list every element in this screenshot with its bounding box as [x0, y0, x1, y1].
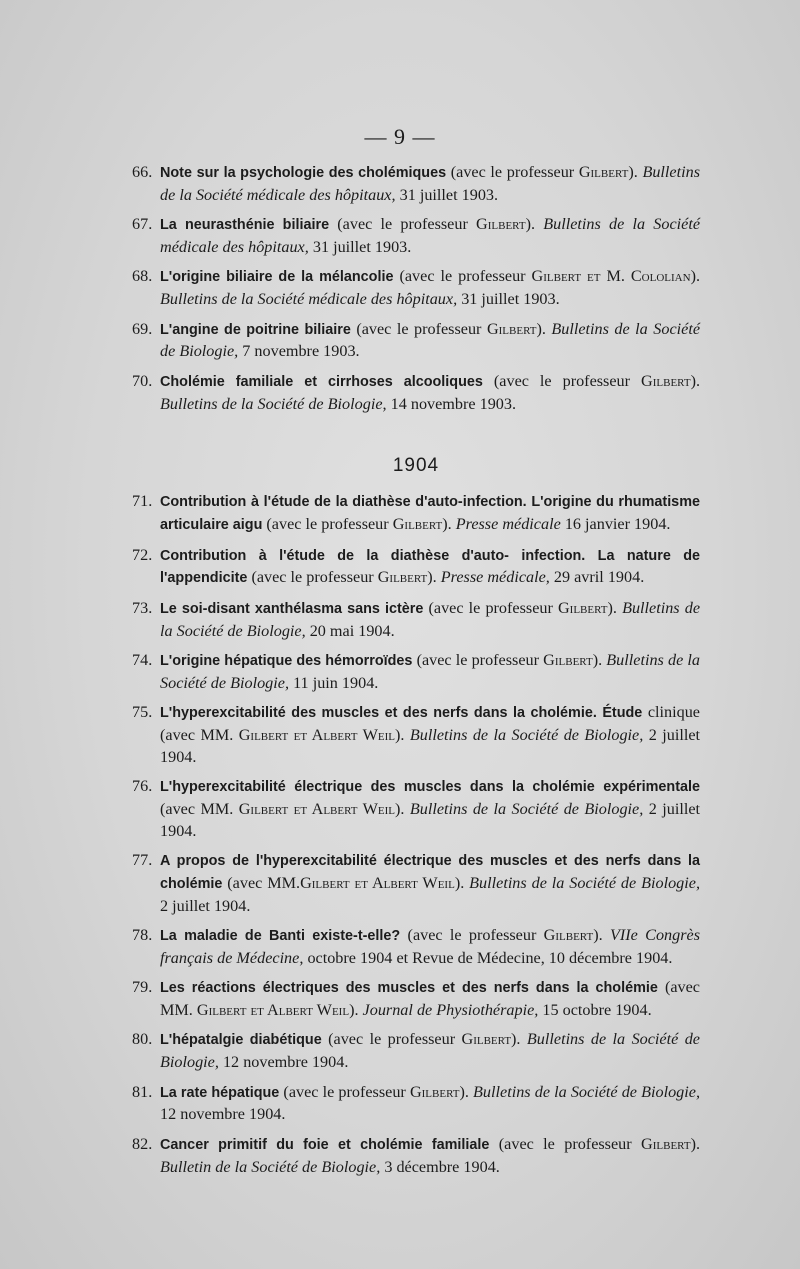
entry-title: Le soi-disant xanthélasma sans ictère [160, 600, 424, 617]
entry-journal: Presse médicale, [440, 568, 550, 587]
bibliography-entry [132, 214, 700, 259]
entry-text: (avec le professeur [321, 1030, 462, 1049]
entry-number: 72. [132, 545, 153, 564]
entry-text: ). [628, 163, 643, 181]
entry-journal: Bulletins de la Société de Biologie, [469, 873, 701, 892]
entry-number: 81. [132, 1082, 153, 1101]
entry-text: (avec le professeur [393, 267, 532, 286]
entry-title: Note sur la psychologie des cholémiques [160, 165, 447, 181]
entry-title: A propos de l'hyperexcitabilité électrique des muscles et des nerfs dans la cholémie [160, 853, 700, 892]
entry-journal: Bulletins de la Société de Biologie, [160, 598, 700, 640]
entry-journal: Bulletins de la Société de Biologie, [409, 799, 644, 818]
entry-text: (avec le professeur [482, 371, 642, 390]
bibliography-entry [132, 1134, 700, 1179]
entry-journal: Bulletins de la Société de Biologie, [160, 394, 387, 413]
entry-number: 67. [132, 215, 153, 234]
entry-journal: Bulletins de la Société médicale des hôpitaux, [160, 215, 701, 256]
entry-text: (avec le professeur [489, 1134, 642, 1153]
entry-text: ). [395, 725, 410, 744]
entry-text: (avec MM. [160, 978, 700, 1020]
bibliography-entry [132, 266, 700, 311]
entry-title: L'origine biliaire de la mélancolie [160, 269, 394, 286]
entry-text: ). [536, 319, 552, 338]
year-heading: 1904 [392, 455, 440, 477]
entry-author: Gilbert et Albert Weil [196, 1001, 350, 1020]
bibliography-entry [132, 319, 700, 364]
entry-text: ). [592, 650, 607, 669]
entry-text: ). [427, 568, 441, 587]
bibliography-entry [132, 776, 700, 842]
entry-text: (avec le professeur [412, 650, 544, 669]
entry-date: 3 décembre 1904. [380, 1157, 500, 1176]
entry-author: Gilbert et Albert Weil [238, 799, 395, 818]
entry-text: ). [690, 371, 700, 390]
entry-journal: Bulletins de la Société de Biologie, [160, 1030, 700, 1072]
entry-number: 76. [132, 777, 153, 796]
entry-date: 7 novembre 1903. [238, 342, 360, 361]
entry-number: 66. [132, 163, 153, 181]
entry-number: 73. [132, 598, 153, 617]
entry-date: 31 juillet 1903. [308, 237, 412, 256]
entry-number: 74. [132, 650, 153, 669]
entry-title: La rate hépatique [160, 1084, 280, 1101]
entry-title: Les réactions électriques des muscles et des nerfs dans la cholémie [160, 980, 658, 997]
entry-title: Cancer primitif du foie et cholémie familiale [160, 1136, 490, 1153]
entry-journal: Bulletins de la Société médicale des hôpitaux, [160, 290, 458, 309]
entry-text: (avec le professeur [350, 319, 487, 338]
entry-date: 12 novembre 1904. [160, 1105, 286, 1124]
entry-text: ). [459, 1082, 474, 1101]
entry-number: 69. [132, 319, 153, 338]
entry-date: 20 mai 1904. [305, 621, 395, 640]
entry-date: 2 juillet 1904. [160, 725, 700, 766]
entry-title: La neurasthénie biliaire [160, 217, 330, 234]
entry-text: ). [454, 873, 470, 892]
entry-author: Gilbert et Albert Weil [300, 873, 455, 892]
entry-number: 71. [132, 492, 153, 511]
entry-date: 31 juillet 1903. [395, 185, 499, 204]
entry-title: Cholémie familiale et cirrhoses alcooliques [160, 373, 483, 390]
bibliography-entry [132, 702, 700, 768]
entry-date: 15 octobre 1904. [538, 1001, 652, 1020]
entry-text: ). [442, 515, 456, 534]
entry-author: Gilbert [476, 215, 526, 234]
entry-text: (avec le professeur [423, 598, 558, 617]
bibliography-list [132, 162, 700, 1186]
entry-author: Gilbert [557, 598, 608, 617]
entry-author: Gilbert [461, 1030, 512, 1049]
entry-text: (avec le professeur [446, 163, 579, 181]
entry-title: L'origine hépatique des hémorroïdes [160, 652, 413, 669]
entry-date: 31 juillet 1903. [457, 290, 560, 309]
entry-number: 82. [132, 1134, 153, 1153]
entry-title: Contribution à l'étude de la diathèse d'auto- infection. La nature de l'appendicite [160, 547, 700, 587]
bibliography-entry [132, 598, 700, 643]
entry-date: octobre 1904 et Revue de Médecine, 10 décembre 1904. [303, 948, 673, 967]
entry-text: (avec le professeur [262, 515, 393, 534]
entry-date: 14 novembre 1903. [386, 394, 517, 413]
entry-author: Gilbert [392, 515, 443, 534]
entry-date: 29 avril 1904. [549, 568, 645, 587]
entry-text: (avec MM. [222, 873, 301, 892]
page-number: — 9 — [364, 124, 436, 149]
entry-date: 16 janvier 1904. [560, 515, 671, 534]
entry-text: ). [690, 1134, 700, 1153]
entry-text: ). [690, 267, 700, 286]
entry-title: L'hyperexcitabilité électrique des muscles dans la cholémie expérimentale [160, 779, 700, 796]
entry-text: ). [525, 215, 544, 234]
entry-journal: Bulletins de la Société de Biologie, [473, 1082, 700, 1101]
entry-journal: Bulletins de la Société de Biologie, [409, 725, 644, 744]
entry-author: Gilbert [641, 371, 691, 390]
entry-author: Gilbert [377, 568, 428, 587]
entry-date: 11 juin 1904. [289, 673, 379, 692]
bibliography-entry [132, 371, 700, 416]
entry-author: Gilbert [543, 650, 593, 669]
bibliography-entry [132, 162, 700, 207]
entry-text: ). [607, 598, 623, 617]
entry-journal: Bulletins de la Société de Biologie, [160, 319, 700, 361]
entry-text: (avec le professeur [279, 1082, 410, 1101]
entries-1904 [132, 491, 700, 1178]
entry-title: L'angine de poitrine biliaire [160, 321, 351, 338]
entry-text: ). [395, 799, 410, 818]
bibliography-entry [132, 1029, 700, 1074]
bibliography-entry [132, 850, 700, 917]
entry-number: 78. [132, 926, 153, 945]
bibliography-entry [132, 925, 700, 970]
entry-title: L'hyperexcitabilité des muscles et des nerfs dans la cholémie. Étude [160, 705, 643, 722]
entry-title: Contribution à l'étude de la diathèse d'auto-infection. L'origine du rhumatisme articulaire aigu [160, 494, 700, 534]
entry-number: 68. [132, 267, 153, 286]
entry-number: 77. [132, 851, 153, 870]
entry-text: ). [511, 1030, 527, 1049]
entry-author: Gilbert et M. Cololian [531, 267, 691, 286]
entry-journal: Bulletins de la Société médicale des hôpitaux, [160, 163, 701, 204]
entry-date: 12 novembre 1904. [218, 1053, 349, 1072]
entry-journal: Bulletin de la Société de Biologie, [160, 1157, 381, 1176]
entry-title: La maladie de Banti existe-t-elle? [160, 928, 401, 945]
entry-journal: Presse médicale [455, 515, 561, 534]
entry-journal: Bulletins de la Société de Biologie, [160, 650, 701, 692]
entries-1903 [132, 162, 700, 415]
bibliography-entry [132, 977, 700, 1022]
entry-title: L'hépatalgie diabétique [160, 1032, 322, 1049]
entry-author: Gilbert et Albert Weil [238, 725, 395, 744]
entry-journal: VIIe Congrès français de Médecine, [160, 926, 701, 967]
entry-text: clinique (avec MM. [160, 703, 700, 744]
entry-number: 79. [132, 978, 153, 997]
entry-number: 80. [132, 1030, 153, 1049]
entry-date: 2 juillet 1904. [160, 799, 700, 840]
bibliography-entry [132, 1082, 700, 1127]
entry-text: ). [593, 926, 610, 945]
entry-number: 75. [132, 703, 153, 722]
entry-journal: Journal de Physiothérapie, [362, 1001, 539, 1020]
bibliography-entry [132, 491, 700, 537]
entry-author: Gilbert [578, 163, 629, 181]
bibliography-entry [132, 650, 700, 695]
entry-text: (avec MM. [160, 799, 239, 818]
bibliography-entry [132, 545, 700, 591]
entry-author: Gilbert [543, 926, 594, 945]
entry-text: (avec le professeur [329, 215, 477, 234]
entry-text: (avec le professeur [247, 568, 378, 587]
entry-number: 70. [132, 371, 153, 390]
entry-author: Gilbert [409, 1082, 460, 1101]
entry-text: ). [349, 1001, 363, 1020]
entry-author: Gilbert [641, 1134, 691, 1153]
entry-text: (avec le professeur [400, 926, 544, 945]
entry-author: Gilbert [486, 319, 537, 338]
entry-date: 2 juillet 1904. [160, 896, 251, 915]
